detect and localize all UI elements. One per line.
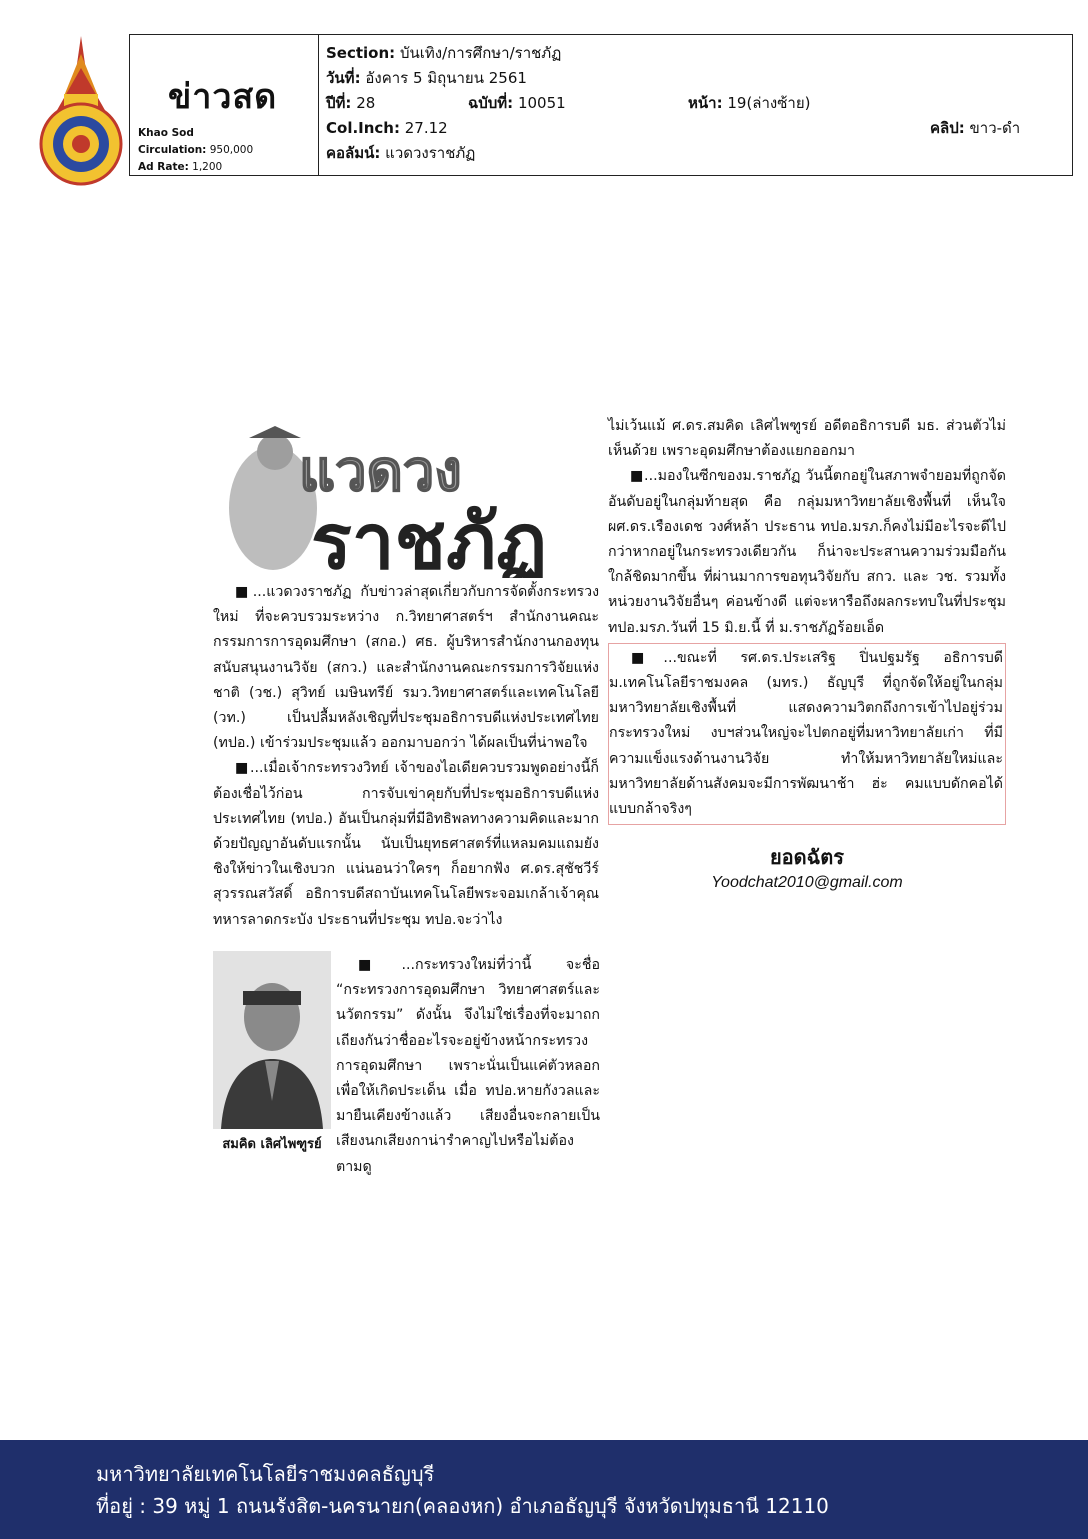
article-paragraph: ■...มองในซีกของม.ราชภัฏ วันนี้ตกอยู่ในสภาพจำยอมที่ถูกจัดอันดับอยู่ในกลุ่มท้ายสุด คือ กลุ่มมหาวิทยาลัยเชิงพื้นที่ เห็นใจ ผศ.ดร.เรืองเดช วงศ์หล้า ประธาน ทปอ.มรภ.ก็คงไม่มีอะไรจะดีไปกว่าหากอยู่ในกระทรวงเดียวกัน ก็น่าจะประสานความร่วมมือกันใกล้ชิดมากขึ้น ที่ผ่านมาการขอทุนวิจัยกับ สกว. และ วช. รวมทั้งหน่วยงานวิจัยอื่นๆ ค่อนข้างดี แต่จะหารือถึงผลกระทบในที่ประชุม ทปอ.มรภ.วันที่ 15 มิ.ย.นี้ ที่ ม.ราชภัฏร้อยเอ็ด (608, 468, 1006, 636)
ad-rate: Ad Rate: 1,200 (138, 161, 223, 173)
photo-caption: สมคิด เลิศไพฑูรย์ (222, 1137, 322, 1152)
portrait-image (213, 951, 331, 1129)
newspaper-name: ข่าวสด (168, 77, 278, 117)
footer-address: ที่อยู่ : 39 หมู่ 1 ถนนรังสิต-นครนายก(คลองหก) อำเภอธัญบุรี จังหวัดปทุมธานี 12110 (96, 1494, 829, 1518)
footer-university: มหาวิทยาลัยเทคโนโลยีราชมงคลธัญบุรี (96, 1462, 435, 1486)
page-field: หน้า: 19(ล่างซ้าย) (688, 94, 811, 112)
clipping-header (129, 34, 1073, 176)
article-paragraph: ■...แวดวงราชภัฏ กับข่าวล่าสุดเกี่ยวกับการจัดตั้งกระทรวงใหม่ ที่จะควบรวมระหว่าง ก.วิทยาศาสตร์ฯ สำนักงานคณะกรรมการการอุดมศึกษา (สกอ.) ศธ. ผู้บริหารสำนักงานกองทุนสนับสนุนงานวิจัย (สกว.) และสำนักงานคณะกรรมการวิจัยแห่งชาติ (วช.) สุวิทย์ เมษินทรีย์ รมว.วิทยาศาสตร์และเทคโนโลยี (วท.) เป็นปลื้มหลังเชิญที่ประชุมอธิการบดีแห่งประเทศไทย (ทปอ.) เข้าร่วมประชุมแล้ว ออกมาบอกว่า ได้ผลเป็นที่น่าพอใจ (213, 584, 599, 752)
article-paragraph: ไม่เว้นแม้ ศ.ดร.สมคิด เลิศไพฑูรย์ อดีตอธิการบดี มธ. ส่วนตัวไม่เห็นด้วย เพราะอุดมศึกษาต้องแยกออกมา (608, 418, 1006, 460)
article-paragraph: ■...กระทรวงใหม่ที่ว่านี้ จะชื่อ “กระทรวงการอุดมศึกษา วิทยาศาสตร์และนวัตกรรม” ดังนั้น จึงไม่ใช่เรื่องที่จะมาถกเถียงกันว่าชื่ออะไรจะอยู่ข้างหน้ากระทรวงการอุดมศึกษา เพราะนั่นเป็นแค่ตัวหลอกเพื่อให้เกิดประเด็น เมื่อ ทปอ.หายกังวลและมายืนเคียงข้างแล้ว เสียงอื่นจะกลายเป็นเสียงนกเสียงกาน่ารำคาญไปหรือไม่ต้องตามดู (336, 957, 600, 1175)
article-paragraph: ■...ขณะที่ รศ.ดร.ประเสริฐ ปิ่นปฐมรัฐ อธิการบดี ม.เทคโนโลยีราชมงคล (มทร.) ธัญบุรี ที่ถูกจัดให้อยู่ในกลุ่มมหาวิทยาลัยเชิงพื้นที่ แสดงความวิตกถึงการเข้าไปอยู่ร่วมกระทรวงใหม่ งบฯส่วนใหญ่จะไปตกอยู่ที่มหาวิทยาลัยเก่า ที่มีความแข็งแรงด้านงานวิจัย ทำให้มหาวิทยาลัยใหม่และมหาวิทยาลัยด้านสังคมจะมีการพัฒนาช้า ฮ่ะ คมแบบดักคอได้แบบกล้าจริงๆ (609, 649, 1003, 818)
article-left-column (213, 580, 599, 933)
date-row: วันที่: อังคาร 5 มิถุนายน 2561 (326, 69, 527, 87)
column-masthead (213, 418, 599, 578)
issue-row (326, 91, 1062, 116)
page-footer (0, 1440, 1088, 1539)
clip-field: คลิป: ขาว-ดำ (930, 119, 1021, 137)
portrait-photo (213, 951, 331, 1156)
masthead-graphic (213, 418, 599, 578)
article-paragraph: ■...เมื่อเจ้ากระทรวงวิทย์ เจ้าของไอเดียควบรวมพูดอย่างนี้ก็ต้องเชื่อไว้ก่อน การจับเข่าคุยกับที่ประชุมอธิการบดีแห่งประเทศไทย (ทปอ.) อันเป็นกลุ่มที่มีอิทธิพลทางความคิดและมากด้วยปัญญาอันดับแรกนั้น นับเป็นยุทธศาสตร์ที่แหลมคมแถมยังชิงให้ข่าวในเชิงบวก แน่นอนว่าใครๆ ก็อยากฟัง ศ.ดร.สุชัชวีร์ สุวรรณสวัสดิ์ อธิการบดีสถาบันเทคโนโลยีพระจอมเกล้าเจ้าคุณทหารลาดกระบัง ประธานที่ประชุม ทปอ.จะว่าไง (213, 760, 599, 928)
newspaper-info (130, 35, 319, 175)
circulation: Circulation: 950,000 (138, 144, 254, 156)
author-email: Yoodchat2010@gmail.com (711, 874, 903, 891)
masthead-line2: ราชภัฏ (311, 497, 548, 578)
masthead-line1: แวดวง (299, 439, 462, 504)
colinch-field: Col.Inch: 27.12 (326, 119, 448, 137)
newspaper-name-en: Khao Sod (138, 127, 194, 139)
clipping-details (326, 41, 1062, 166)
column-row: คอลัมน์: แวดวงราชภัฏ (326, 144, 476, 162)
article-right-column (608, 414, 1006, 825)
colinch-row (326, 116, 1062, 141)
article-beside-photo (336, 953, 600, 1180)
byline: ยอดฉัตร (769, 845, 845, 869)
highlighted-paragraph (608, 643, 1006, 825)
issue-field: ฉบับที่: 10051 (468, 94, 566, 112)
year-field: ปีที่: 28 (326, 94, 376, 112)
section-row: Section: บันเทิง/การศึกษา/ราชภัฏ (326, 44, 562, 62)
university-logo (36, 34, 126, 186)
